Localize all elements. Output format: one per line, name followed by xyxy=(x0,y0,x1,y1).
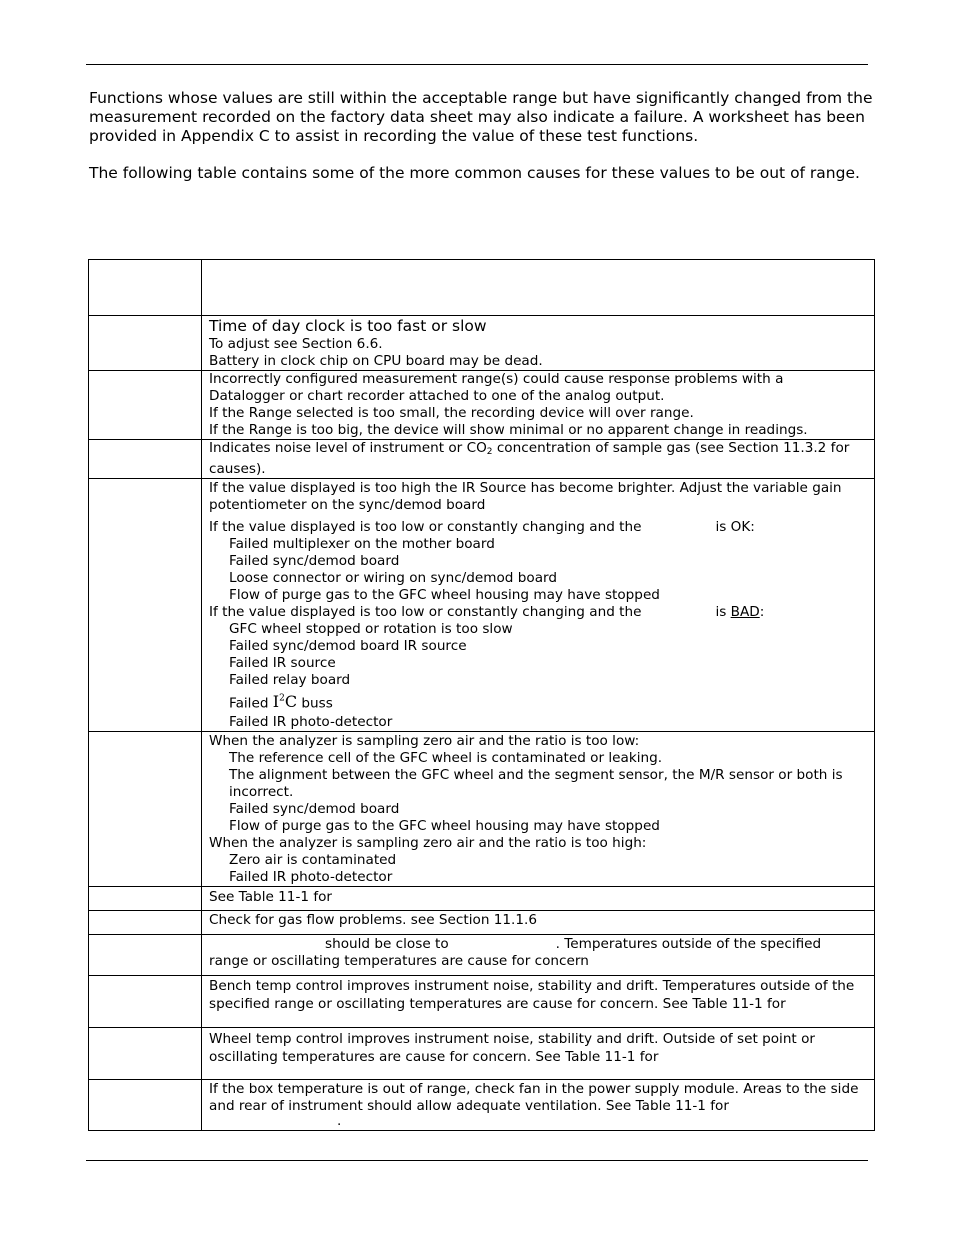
table-row-pressure xyxy=(89,887,875,911)
row-label-cell xyxy=(89,316,202,371)
table-row-ir-source xyxy=(89,479,875,732)
list-item: Zero air is contaminated xyxy=(229,852,397,869)
intro-paragraph-1: Functions whose values are still within the acceptable range but have significantly changed from the measurement recorded on the factory data sheet may also indicate a failure. A worksheet has been provided in Appendix C to assist in recording the value of these test functions. xyxy=(89,89,873,145)
pressure-text: See Table 11-1 for xyxy=(209,889,333,906)
range-line-3: If the Range selected is too small, the recording device will over range. xyxy=(209,405,694,421)
intro-paragraph-2: The following table contains some of the more common causes for these values to be out of range. xyxy=(89,164,860,182)
table-row-stability xyxy=(89,440,875,479)
table-row-box-temp xyxy=(89,1080,875,1131)
table-row-sample-temp xyxy=(89,935,875,976)
table-row-wheel-temp xyxy=(89,1028,875,1080)
range-line-1: Incorrectly configured measurement range(s) could cause response problems with a xyxy=(209,371,784,387)
row-desc-cell xyxy=(202,1080,875,1131)
ratio-low-heading: When the analyzer is sampling zero air and the ratio is too low: xyxy=(209,733,640,750)
wheel-temp-text: Wheel temp control improves instrument noise, stability and drift. Outside of set point or oscillating temperatures are cause for concern. See Table 11-1 for xyxy=(209,1031,815,1066)
row-label-cell xyxy=(89,371,202,440)
footer-rule xyxy=(86,1160,868,1161)
list-item: Failed IR source xyxy=(229,655,336,671)
ir-ok-heading: If the value displayed is too low or constantly changing and the is OK: xyxy=(209,519,755,535)
row-label-cell xyxy=(89,911,202,935)
header-cell-causes xyxy=(202,260,875,316)
range-line-2: Datalogger or chart recorder attached to one of the analog output. xyxy=(209,388,665,404)
stability-text: Indicates noise level of instrument or $CO_2$ concentration of sample gas (see Section 11.3.2 for causes). xyxy=(209,440,850,477)
header-rule xyxy=(86,64,868,65)
list-item: The alignment between the GFC wheel and the segment sensor, the M/R sensor or both is incorrect. xyxy=(229,767,843,801)
row-desc-cell xyxy=(202,935,875,976)
row-label-cell xyxy=(89,732,202,887)
range-line-4: If the Range is too big, the device will show minimal or no apparent change in readings. xyxy=(209,422,808,438)
table-row-time xyxy=(89,316,875,371)
ir-high-text: If the value displayed is too high the IR Source has become brighter. Adjust the variable gain potentiometer on the sync/demod board xyxy=(209,480,842,513)
box-temp-tail: . xyxy=(337,1113,342,1130)
row-desc-cell xyxy=(202,316,875,371)
table-row-range xyxy=(89,371,875,440)
table-row-flow xyxy=(89,911,875,935)
time-line-2: To adjust see Section 6.6. xyxy=(209,336,383,352)
row-desc-cell xyxy=(202,440,875,479)
row-label-cell xyxy=(89,935,202,976)
ir-bad-heading: If the value displayed is too low or constantly changing and the is BAD: xyxy=(209,604,765,620)
row-desc-cell xyxy=(202,479,875,732)
list-item: Failed sync/demod board xyxy=(229,553,400,569)
table-row-bench-temp xyxy=(89,976,875,1028)
ratio-high-heading: When the analyzer is sampling zero air and the ratio is too high: xyxy=(209,835,647,852)
list-item: Flow of purge gas to the GFC wheel housing may have stopped xyxy=(229,587,660,603)
row-desc-cell xyxy=(202,732,875,887)
list-item-i2c: Failed $I^2C$ buss xyxy=(229,692,333,712)
sample-temp-line-1: should be close to . Temperatures outside of the specified xyxy=(325,936,822,953)
list-item: Failed IR photo-detector xyxy=(229,714,393,731)
table-header-row xyxy=(89,260,875,316)
time-line-3: Battery in clock chip on CPU board may be dead. xyxy=(209,353,543,369)
list-item: Failed sync/demod board IR source xyxy=(229,638,467,654)
row-label-cell xyxy=(89,1080,202,1131)
time-line-1: Time of day clock is too fast or slow xyxy=(209,317,487,335)
list-item: Failed sync/demod board xyxy=(229,801,400,818)
row-label-cell xyxy=(89,479,202,732)
list-item: Loose connector or wiring on sync/demod board xyxy=(229,570,558,586)
row-label-cell xyxy=(89,440,202,479)
row-label-cell xyxy=(89,976,202,1028)
row-desc-cell xyxy=(202,976,875,1028)
causes-table xyxy=(88,259,875,1131)
header-cell-function xyxy=(89,260,202,316)
row-desc-cell xyxy=(202,1028,875,1080)
list-item: Failed IR photo-detector xyxy=(229,869,393,886)
bench-temp-text: Bench temp control improves instrument noise, stability and drift. Temperatures outside of the specified range or oscillating temperatures are cause for concern. See Table 11-1 for xyxy=(209,978,855,1013)
row-desc-cell xyxy=(202,887,875,911)
list-item: Flow of purge gas to the GFC wheel housing may have stopped xyxy=(229,818,660,835)
list-item: GFC wheel stopped or rotation is too slow xyxy=(229,621,513,637)
sample-temp-line-2: range or oscillating temperatures are cause for concern xyxy=(209,953,589,970)
row-desc-cell xyxy=(202,371,875,440)
list-item: Failed relay board xyxy=(229,672,351,688)
flow-text: Check for gas flow problems. see Section 11.1.6 xyxy=(209,912,537,929)
list-item: The reference cell of the GFC wheel is contaminated or leaking. xyxy=(229,750,663,767)
row-label-cell xyxy=(89,1028,202,1080)
row-desc-cell xyxy=(202,911,875,935)
row-label-cell xyxy=(89,887,202,911)
list-item: Failed multiplexer on the mother board xyxy=(229,536,495,552)
table-row-ratio xyxy=(89,732,875,887)
box-temp-text: If the box temperature is out of range, check fan in the power supply module. Areas to the side and rear of instrument should allow adequate ventilation. See Table 11-1 for xyxy=(209,1081,859,1115)
